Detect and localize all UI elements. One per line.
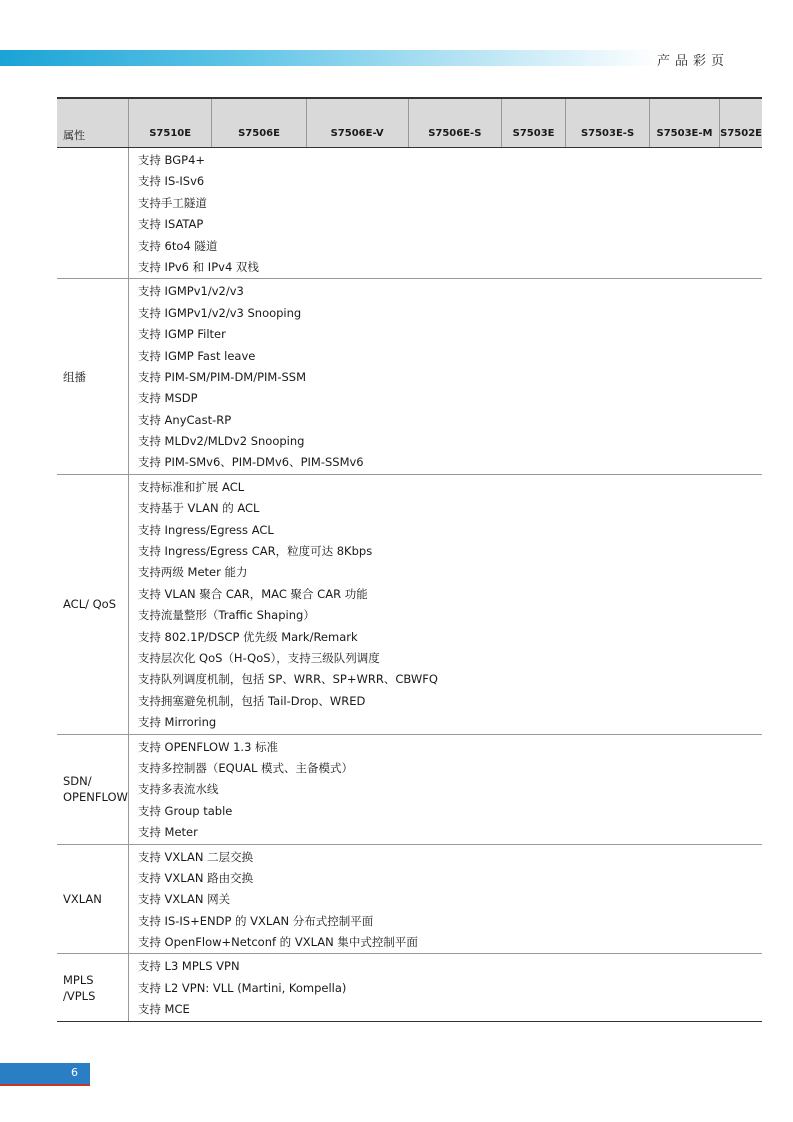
feature-item: 支持 VXLAN 网关 [137,892,231,907]
feature-item: 支持 IGMPv1/v2/v3 [137,284,244,299]
feature-item: 支持 AnyCast-RP [137,412,232,427]
model-header: S7502E [720,98,762,148]
feature-item: 支持 IPv6 和 IPv4 双栈 [137,259,259,274]
feature-item: 支持队列调度机制，包括 SP、WRR、SP+WRR、CBWFQ [137,672,438,687]
feature-item: 支持 VXLAN 路由交换 [137,870,254,885]
feature-cell [128,734,762,844]
category-cell: ACL/ QoS [57,474,128,734]
feature-item: 支持基于 VLAN 的 ACL [137,501,260,516]
table-row [57,279,762,475]
page-number-tab [0,1063,90,1086]
feature-item: 支持 Group table [137,803,233,818]
header-title: 产品彩页 [656,54,729,69]
attr-header: 属性 [57,98,128,148]
feature-item: 支持 IGMP Fast leave [137,348,256,363]
feature-item: 支持层次化 QoS（H-QoS），支持三级队列调度 [137,650,380,665]
feature-item: 支持多控制器（EQUAL 模式、主备模式） [137,760,354,775]
feature-item: 支持 MCE [137,1002,190,1017]
feature-cell [128,148,762,279]
feature-item: 支持 Ingress/Egress CAR，粒度可达 8Kbps [137,544,373,559]
category-cell: 组播 [57,279,128,475]
category-cell [57,148,128,279]
feature-item: 支持 OPENFLOW 1.3 标准 [137,739,279,754]
feature-item: 支持 L3 MPLS VPN [137,959,240,974]
feature-cell [128,844,762,954]
feature-item: 支持标准和扩展 ACL [137,479,245,494]
feature-item: 支持 MLDv2/MLDv2 Snooping [137,434,305,449]
feature-item: 支持 MSDP [137,391,198,406]
table-row [57,734,762,844]
table-header-row [57,98,762,148]
category-cell: SDN/ OPENFLOW [57,734,128,844]
page-number: 6 [71,1066,78,1079]
feature-item: 支持多表流水线 [137,782,219,797]
feature-item: 支持 PIM-SMv6、PIM-DMv6、PIM-SSMv6 [137,455,364,470]
feature-cell [128,279,762,475]
feature-item: 支持流量整形（Traffic Shaping） [137,608,315,623]
feature-item: 支持 ISATAP [137,217,204,232]
feature-cell [128,954,762,1021]
feature-item: 支持 VXLAN 二层交换 [137,849,254,864]
model-header: S7503E [501,98,565,148]
model-header: S7506E [212,98,306,148]
feature-item: 支持 L2 VPN: VLL (Martini, Kompella) [137,980,347,995]
category-cell: VXLAN [57,844,128,954]
feature-item: 支持 VLAN 聚合 CAR，MAC 聚合 CAR 功能 [137,586,368,601]
feature-item: 支持两级 Meter 能力 [137,565,248,580]
feature-item: 支持 IS-ISv6 [137,174,205,189]
feature-item: 支持 OpenFlow+Netconf 的 VXLAN 集中式控制平面 [137,935,418,950]
feature-item: 支持 IS-IS+ENDP 的 VXLAN 分布式控制平面 [137,913,374,928]
model-header: S7506E-S [408,98,501,148]
feature-item: 支持 PIM-SM/PIM-DM/PIM-SSM [137,369,307,384]
feature-item: 支持 Meter [137,825,198,840]
feature-item: 支持拥塞避免机制，包括 Tail-Drop、WRED [137,693,366,708]
spec-table [57,97,762,1022]
feature-item: 支持手工隧道 [137,195,207,210]
table-row [57,844,762,954]
feature-item: 支持 BGP4+ [137,153,206,167]
feature-item: 支持 6to4 隧道 [137,238,218,253]
feature-item: 支持 Ingress/Egress ACL [137,522,274,537]
feature-item: 支持 Mirroring [137,715,217,730]
category-cell: MPLS /VPLS [57,954,128,1021]
feature-item: 支持 IGMP Filter [137,327,226,342]
model-header: S7510E [128,98,212,148]
feature-cell [128,474,762,734]
table-row [57,474,762,734]
header-gradient-bar [0,50,660,66]
table-row [57,148,762,279]
model-header: S7503E-M [649,98,719,148]
model-header: S7506E-V [306,98,408,148]
feature-item: 支持 IGMPv1/v2/v3 Snooping [137,305,302,320]
table-row [57,954,762,1021]
feature-item: 支持 802.1P/DSCP 优先级 Mark/Remark [137,629,358,644]
model-header: S7503E-S [566,98,650,148]
